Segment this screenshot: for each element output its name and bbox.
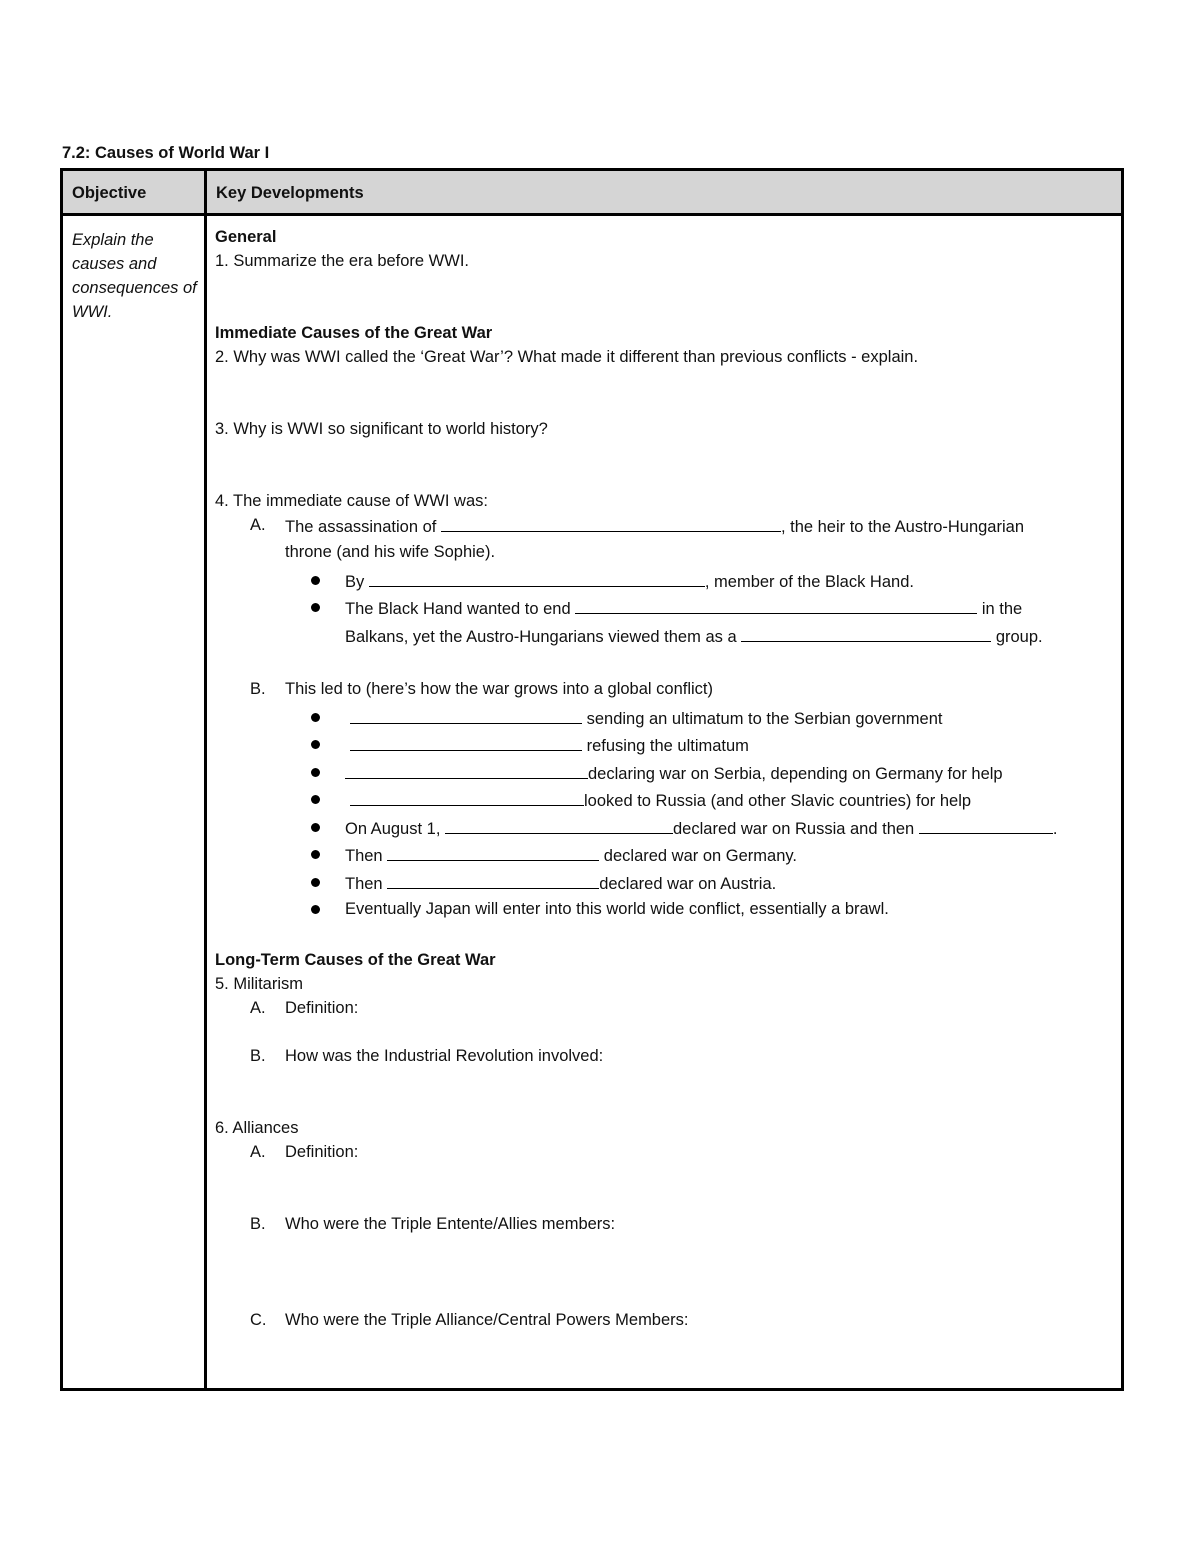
assassination-line [285,516,1024,537]
list-marker-b: B. [250,1215,266,1233]
balkans-text: Balkans, yet the Austro-Hungarians viewed them as a [345,628,737,646]
bullet [311,768,320,777]
list-marker-a: A. [250,999,266,1017]
list-item [345,763,1003,784]
bullet [311,905,320,914]
list-item-text: Eventually Japan will enter into this world wide conflict, essentially a brawl. [345,900,889,918]
bullet [311,603,320,612]
list-marker-c: C. [250,1311,267,1329]
list-marker-a: A. [250,516,266,534]
list-item-text: declared war on Russia and then [673,820,915,838]
question-4: 4. The immediate cause of WWI was: [215,492,488,510]
fill-blank[interactable] [919,818,1053,834]
question-5: 5. Militarism [215,975,304,993]
list-marker-b: B. [250,1047,266,1065]
document-title: 7.2: Causes of World War I [62,144,270,162]
list-item [345,818,1057,839]
fill-blank[interactable] [350,790,584,806]
led-to-text: This led to (here’s how the war grows into a global conflict) [285,680,713,698]
fill-blank[interactable] [387,873,599,889]
list-marker-a: A. [250,1143,266,1161]
list-item [345,735,749,756]
fill-blank[interactable] [345,763,588,779]
question-3: 3. Why is WWI so significant to world history? [215,420,548,438]
list-item-text: declaring war on Serbia, depending on Germany for help [588,765,1003,783]
long-term-causes-heading: Long-Term Causes of the Great War [215,951,496,969]
column-divider [204,171,207,1388]
alliances-definition: Definition: [285,1143,359,1161]
general-heading: General [215,228,277,246]
triple-alliance-question: Who were the Triple Alliance/Central Powers Members: [285,1311,689,1329]
bullet [311,823,320,832]
header-key-developments: Key Developments [216,184,364,202]
list-item-text: declared war on Germany. [603,847,797,865]
fill-blank[interactable] [387,845,599,861]
throne-text: throne (and his wife Sophie). [285,543,496,561]
in-the-text: in the [981,600,1023,618]
list-item [345,873,776,894]
fill-blank[interactable] [441,516,781,532]
by-line [345,571,914,592]
fill-blank[interactable] [350,735,582,751]
fill-blank[interactable] [575,598,977,614]
bullet [311,795,320,804]
fill-blank[interactable] [445,818,673,834]
list-item-text: Then [345,847,383,865]
list-marker-b: B. [250,680,266,698]
question-6: 6. Alliances [215,1119,299,1137]
triple-entente-question: Who were the Triple Entente/Allies members: [285,1215,616,1233]
list-item [345,790,971,811]
assassination-text: The assassination of [285,518,437,536]
bullet [311,713,320,722]
bullet [311,740,320,749]
balkans-line [345,626,1043,647]
list-item [345,845,797,866]
fill-blank[interactable] [369,571,705,587]
objective-text: Explain the causes and consequences of WWI. [72,231,197,321]
fill-blank[interactable] [741,626,991,642]
list-item-text: Then [345,875,383,893]
list-item [345,708,942,729]
bullet [311,850,320,859]
list-item-text: . [1052,820,1058,838]
header-objective: Objective [72,184,147,202]
bullet [311,576,320,585]
question-2: 2. Why was WWI called the ‘Great War’? What made it different than previous conflicts - explain. [215,348,919,366]
list-item-text: sending an ultimatum to the Serbian government [586,710,943,728]
list-item-text: On August 1, [345,820,441,838]
group-text: group. [995,628,1043,646]
militarism-definition: Definition: [285,999,359,1017]
fill-blank[interactable] [350,708,582,724]
black-hand-member-text: , member of the Black Hand. [704,573,914,591]
list-item-text: declared war on Austria. [599,875,777,893]
heir-text: , the heir to the Austro-Hungarian [780,518,1024,536]
question-1: 1. Summarize the era before WWI. [215,252,470,270]
bullet [311,878,320,887]
by-text: By [345,573,365,591]
black-hand-text: The Black Hand wanted to end [345,600,571,618]
black-hand-line [345,598,1022,619]
list-item-text: refusing the ultimatum [586,737,749,755]
immediate-causes-heading: Immediate Causes of the Great War [215,324,493,342]
list-item-text: looked to Russia (and other Slavic countries) for help [584,792,972,810]
industrial-revolution-question: How was the Industrial Revolution involved: [285,1047,604,1065]
